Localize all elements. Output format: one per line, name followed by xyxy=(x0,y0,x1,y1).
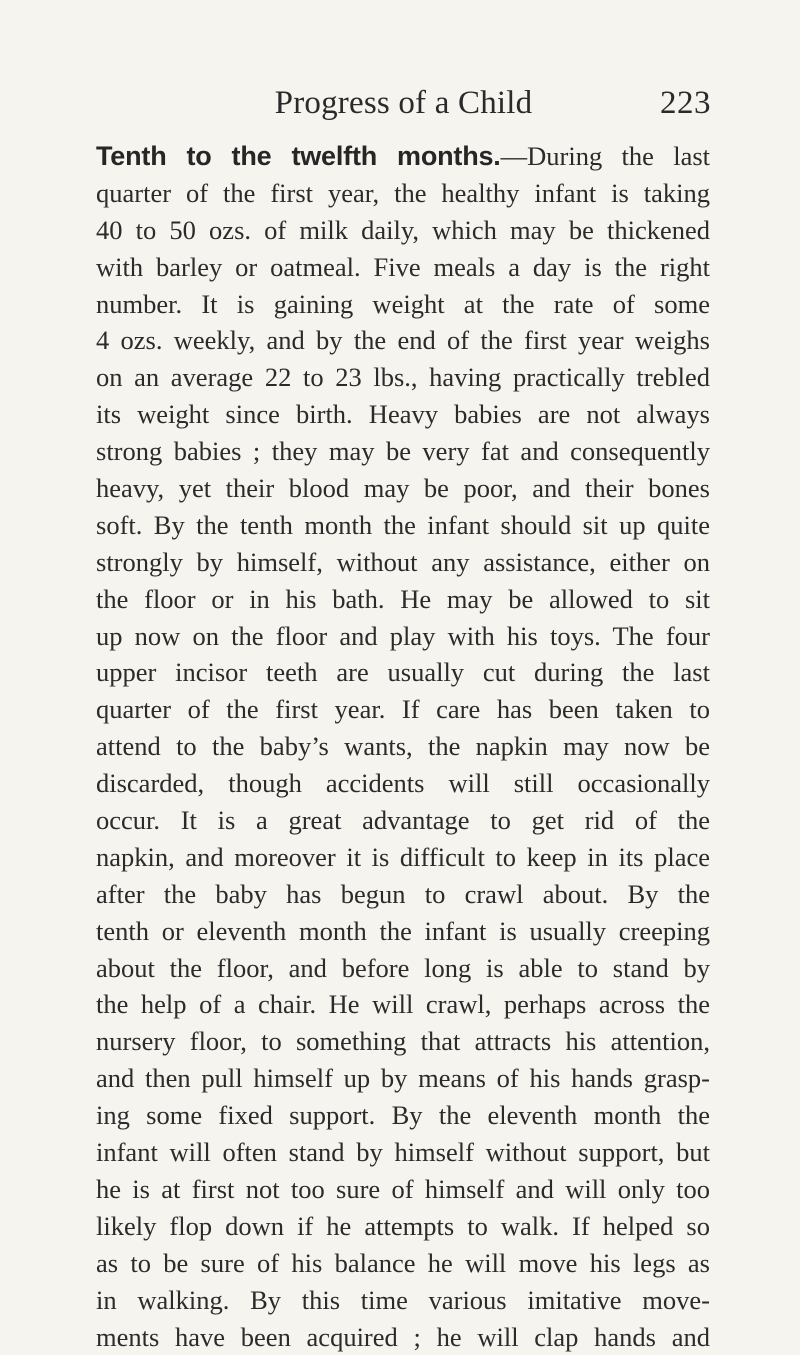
text-line: upper incisor teeth are usually cut during the last xyxy=(96,654,710,691)
page-number: 223 xyxy=(660,85,711,122)
text-line: up now on the floor and play with his toys. The four xyxy=(96,618,710,655)
running-head xyxy=(96,85,711,125)
text-line: he is at first not too sure of himself and will only too xyxy=(96,1171,710,1208)
text-line: in walking. By this time various imitative move- xyxy=(96,1282,710,1319)
running-title: Progress of a Child xyxy=(96,85,711,122)
text-line: number. It is gaining weight at the rate of some xyxy=(96,286,710,323)
text-line: strongly by himself, without any assistance, either on xyxy=(96,544,710,581)
text-line: heavy, yet their blood may be poor, and their bones xyxy=(96,470,710,507)
text-line: ments have been acquired ; he will clap hands and xyxy=(96,1319,710,1355)
text-line: and then pull himself up by means of his hands grasp- xyxy=(96,1060,710,1097)
text-line: likely flop down if he attempts to walk. If helped so xyxy=(96,1208,710,1245)
body-paragraph xyxy=(96,138,710,1355)
text-line: after the baby has begun to crawl about. By the xyxy=(96,876,710,913)
text-line: napkin, and moreover it is difficult to keep in its place xyxy=(96,839,710,876)
text-line: attend to the baby’s wants, the napkin may now be xyxy=(96,728,710,765)
text-line: quarter of the first year, the healthy infant is taking xyxy=(96,175,710,212)
text-line: the floor or in his bath. He may be allowed to sit xyxy=(96,581,710,618)
text-line: the help of a chair. He will crawl, perhaps across the xyxy=(96,986,710,1023)
text-line: as to be sure of his balance he will move his legs as xyxy=(96,1245,710,1282)
text-line: infant will often stand by himself without support, but xyxy=(96,1134,710,1171)
text-line: with barley or oatmeal. Five meals a day is the right xyxy=(96,249,710,286)
text-line: discarded, though accidents will still occasionally xyxy=(96,765,710,802)
text-line: nursery floor, to something that attracts his attention, xyxy=(96,1023,710,1060)
text-line: 4 ozs. weekly, and by the end of the first year weighs xyxy=(96,322,710,359)
text-line: 40 to 50 ozs. of milk daily, which may be thickened xyxy=(96,212,710,249)
text-line: ing some fixed support. By the eleventh month the xyxy=(96,1097,710,1134)
text-line: occur. It is a great advantage to get rid of the xyxy=(96,802,710,839)
section-heading: Tenth to the twelfth months. xyxy=(96,141,501,171)
text-line: its weight since birth. Heavy babies are not always xyxy=(96,396,710,433)
text-line: quarter of the first year. If care has been taken to xyxy=(96,691,710,728)
text-line-fragment: —During the last xyxy=(501,141,710,171)
text-line: tenth or eleventh month the infant is usually creeping xyxy=(96,913,710,950)
text-line: about the floor, and before long is able to stand by xyxy=(96,950,710,987)
text-line xyxy=(96,138,710,175)
text-line: soft. By the tenth month the infant should sit up quite xyxy=(96,507,710,544)
text-line: on an average 22 to 23 lbs., having practically trebled xyxy=(96,359,710,396)
text-line: strong babies ; they may be very fat and consequently xyxy=(96,433,710,470)
